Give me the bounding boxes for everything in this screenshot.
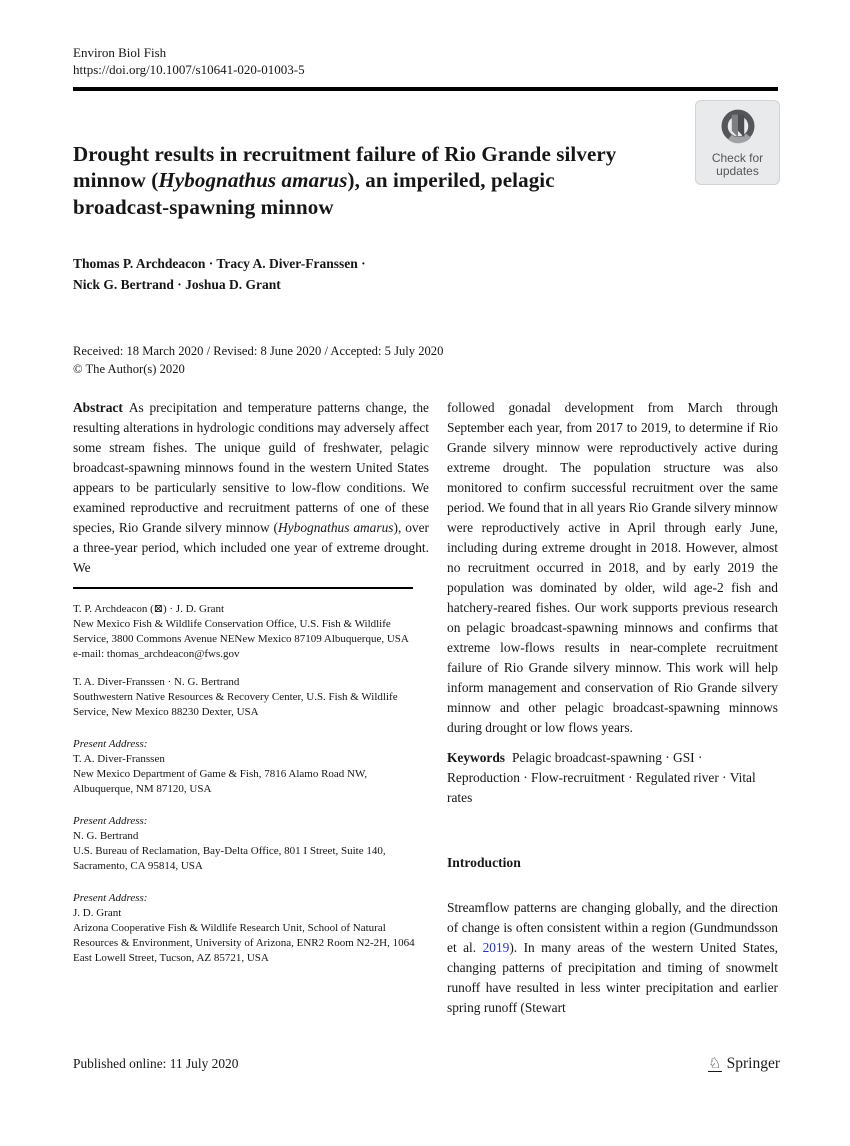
check-for-updates-label-line2: updates — [716, 164, 759, 178]
abstract-label: Abstract — [73, 400, 123, 415]
crossmark-icon — [717, 107, 759, 149]
keywords-block — [447, 748, 778, 808]
footnote2-affiliation: Southwestern Native Resources & Recovery Center, U.S. Fish & Wildlife Service, New Mexico 88230 Dexter, USA — [73, 690, 398, 718]
introduction-heading: Introduction — [447, 855, 521, 870]
present-address-2-label: Present Address: — [73, 814, 148, 827]
introduction-part2: ). In many areas of the western United States, changing patterns of precipitation and timing of snowmelt runoff have resulted in less winter precipitation and earlier spring runoff (Stewart — [447, 940, 778, 1015]
citation-link-2019[interactable]: 2019 — [482, 940, 510, 955]
abstract-species-italic: Hybognathus amarus — [278, 520, 394, 535]
abstract-paragraph-col1 — [73, 398, 429, 578]
footnote1-authors: T. P. Archdeacon (⊠) · J. D. Grant — [73, 602, 225, 615]
check-for-updates-badge[interactable] — [695, 100, 780, 185]
keywords-text: Pelagic broadcast-spawning · GSI · Reproduction · Flow-recruitment · Regulated river · Vital rates — [447, 750, 756, 805]
paper-title-part1: Drought results in recruitment failure of Rio Grande silvery minnow ( — [73, 141, 617, 192]
present-address-3-affiliation: Arizona Cooperative Fish & Wildlife Research Unit, School of Natural Resources & Environment, University of Arizona, ENR2 Room N2-2H, 1064 East Lowell Street, Tucson, AZ 85721, USA — [73, 921, 415, 964]
abstract-col1-part1: As precipitation and temperature patterns change, the resulting alterations in hydrologic conditions may adversely affect some stream fishes. The unique guild of freshwater, pelagic broadcast-spawning minnows found in the western United States appears to be particularly sensitive to low-flow conditions. We examined reproductive and recruitment patterns of one of these species, Rio Grande silvery minnow ( — [73, 400, 429, 535]
authors-line-1: Thomas P. Archdeacon · Tracy A. Diver-Franssen · — [73, 256, 366, 271]
footnote-coauthors — [73, 675, 417, 720]
right-column — [447, 398, 778, 1018]
present-address-3-name: J. D. Grant — [73, 906, 122, 919]
footnote2-authors: T. A. Diver-Franssen · N. G. Bertrand — [73, 675, 240, 688]
published-online-text: Published online: 11 July 2020 — [73, 1056, 239, 1071]
present-address-2-affiliation: U.S. Bureau of Reclamation, Bay-Delta Office, 801 I Street, Suite 140, Sacramento, CA 95814, USA — [73, 844, 386, 872]
journal-title: Environ Biol Fish — [73, 45, 167, 60]
received-revised-accepted: Received: 18 March 2020 / Revised: 8 June 2020 / Accepted: 5 July 2020 — [73, 344, 444, 358]
footnote1-affiliation: New Mexico Fish & Wildlife Conservation Office, U.S. Fish & Wildlife Service, 3800 Commons Avenue NENew Mexico 87109 Albuquerque, USA — [73, 617, 409, 645]
springer-horse-icon: ♘ — [708, 1054, 722, 1072]
springer-logo — [708, 1055, 780, 1073]
present-address-3-label: Present Address: — [73, 891, 148, 904]
footnote-rule — [73, 587, 413, 589]
present-address-3 — [73, 891, 417, 966]
copyright-line: © The Author(s) 2020 — [73, 362, 185, 376]
keywords-label: Keywords — [447, 750, 506, 765]
check-for-updates-label-line1: Check for — [711, 150, 764, 165]
present-address-1-label: Present Address: — [73, 737, 148, 750]
left-column — [73, 398, 429, 1018]
present-address-1-affiliation: New Mexico Department of Game & Fish, 7816 Alamo Road NW, Albuquerque, NM 87120, USA — [73, 767, 368, 795]
present-address-2-name: N. G. Bertrand — [73, 829, 139, 842]
introduction-paragraph — [447, 898, 778, 1018]
springer-wordmark: Springer — [726, 1055, 780, 1072]
paper-title-part2: ), an imperiled, pelagic broadcast-spawning minnow — [73, 168, 555, 219]
authors-line-2: Nick G. Bertrand · Joshua D. Grant — [73, 277, 281, 292]
present-address-2 — [73, 814, 417, 874]
introduction-part1: Streamflow patterns are changing globally, and the direction of change is often consistent within a region (Gundmundsson et al. — [447, 900, 778, 955]
paper-title — [73, 141, 645, 221]
footnote1-email: e-mail: thomas_archdeacon@fws.gov — [73, 647, 240, 660]
paper-title-species-italic: Hybognathus amarus — [158, 168, 348, 192]
present-address-1-name: T. A. Diver-Franssen — [73, 752, 165, 765]
two-column-body — [73, 398, 778, 1018]
abstract-col1-part2: ), over a three-year period, which included one year of extreme drought. We — [73, 520, 429, 575]
present-address-1 — [73, 737, 417, 797]
abstract-paragraph-col2: followed gonadal development from March through September each year, from 2017 to 2019, to determine if Rio Grande silvery minnow were reproductively active during extreme drought. The population structure was also monitored to confirm successful recruitment over the same period. We found that in all years Rio Grande silvery minnow were reproductively active in April through early June, including during extreme drought in 2018. However, almost no recruitment occurred in 2018, and by early 2019 the population was dominated by older, wild age-2 fish and hatchery-reared fishes. Our work supports previous research on pelagic broadcast-spawning minnows and confirms that extreme low-flows results in near-complete recruitment failure of Rio Grande silvery minnow. This work will help inform management and conservation of Rio Grande silvery minnow and other pelagic broadcast-spawning minnows during drought or low flows years. — [447, 400, 778, 735]
page-footer — [73, 1055, 780, 1073]
authors-block — [73, 253, 778, 295]
doi-text: https://doi.org/10.1007/s10641-020-01003-5 — [73, 62, 305, 77]
dates-block — [73, 342, 778, 378]
footnote-corresponding-author — [73, 602, 417, 662]
header-rule — [73, 87, 778, 91]
check-for-updates-label — [712, 152, 763, 179]
